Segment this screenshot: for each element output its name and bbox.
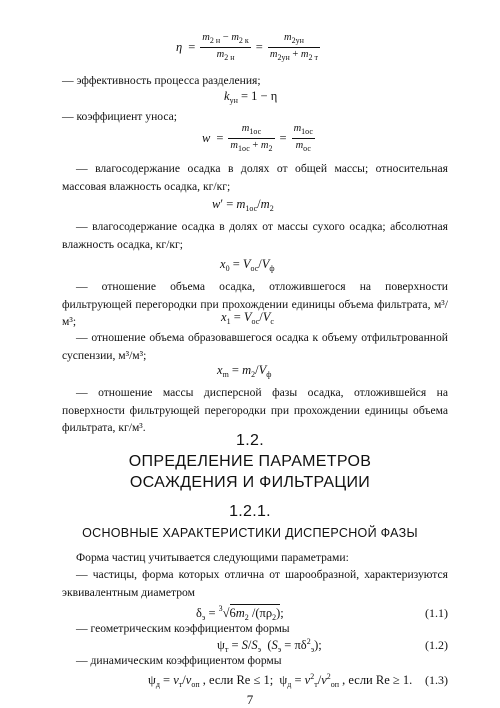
- formula-1-1: $\delta_э = ^3√6m_2$ $/(\pi\rho_2)$;: [196, 604, 284, 622]
- section-title-line2: ОСАЖДЕНИЯ И ФИЛЬТРАЦИИ: [129, 474, 371, 491]
- section-title-line1: ОПРЕДЕЛЕНИЕ ПАРАМЕТРОВ: [128, 453, 372, 470]
- section-number: 1.2.: [236, 432, 264, 449]
- formula-xm: $x_m = m_2/V_ф$: [217, 363, 272, 379]
- dynamic-text: — динамическим коэффициентом формы: [76, 654, 282, 667]
- moisture-dry-text: — влагосодержание осадка в долях от массы сухого осадка; абсолютная влажность осадка, кг/кг;: [62, 220, 448, 251]
- formula-1-2: $\psi_т = S/S_э$ $(S_э = \pi\delta^2_э)$;: [217, 637, 322, 654]
- geometric-text: — геометрическим коэффициентом формы: [76, 622, 290, 635]
- equation-number-1-3: (1.3): [425, 673, 448, 687]
- moisture-total-text: — влагосодержание осадка в долях от общей массы; относительная массовая влажность осадка, кг/кг;: [62, 162, 448, 193]
- formula-x0: $x_0 = V_{ос}/V_ф$: [220, 257, 275, 273]
- formula-1-3: $\psi_д = v_т/v_{оп}$ , если Re ≤ 1; $\psi_д = v^2_т/v^2_{оп}$ , если Re ≥ 1.: [148, 672, 413, 689]
- xm-description: — отношение массы дисперсной фазы осадка, отложившейся на поверхности фильтрующей перегородки при прохождении единицы объема фильтрата, кг/м³.: [62, 386, 448, 434]
- equation-number-1-1: (1.1): [425, 606, 448, 620]
- x1-description: — отношение объема образовавшегося осадка к объему отфильтрованной суспензии, м³/м³;: [62, 331, 448, 362]
- efficiency-text: — эффективность процесса разделения;: [62, 74, 261, 87]
- formula-w: w = $\frac{m_{1ос}}{m_{1ос} + m_2}$ = $\frac{m_{1ос}}{m_{ос}}$: [202, 123, 313, 153]
- form-intro-text: Форма частиц учитывается следующими параметрами:: [76, 551, 349, 564]
- particles-text: — частицы, форма которых отлична от шарообразной, характеризуются эквивалентным диаметром: [62, 568, 448, 599]
- subsection-title: ОСНОВНЫЕ ХАРАКТЕРИСТИКИ ДИСПЕРСНОЙ ФАЗЫ: [82, 526, 418, 540]
- formula-w-prime: $w' = m_{1ос}/m_2$: [212, 197, 274, 213]
- formula-eta: η = $\frac{m_{2 н} - m_{2 к}}{m_{2 н}}$ = $\frac{m_{2ун}}{m_{2ун} + m_{2 т}}$: [176, 32, 318, 62]
- formula-x1: $x_1 = V_{ос}/V_с$: [221, 310, 274, 326]
- x0-description: — отношение объема осадка, отложившегося на поверхности фильтрующей перегородки при прохождении единицы объема фильтрата, м³/м³;: [62, 280, 448, 328]
- subsection-number: 1.2.1.: [229, 503, 271, 520]
- carryover-text: — коэффициент уноса;: [62, 110, 178, 123]
- formula-kun: $k_{ун} = 1 - \eta$: [224, 89, 278, 105]
- page-number: 7: [246, 692, 254, 707]
- equation-number-1-2: (1.2): [425, 638, 448, 652]
